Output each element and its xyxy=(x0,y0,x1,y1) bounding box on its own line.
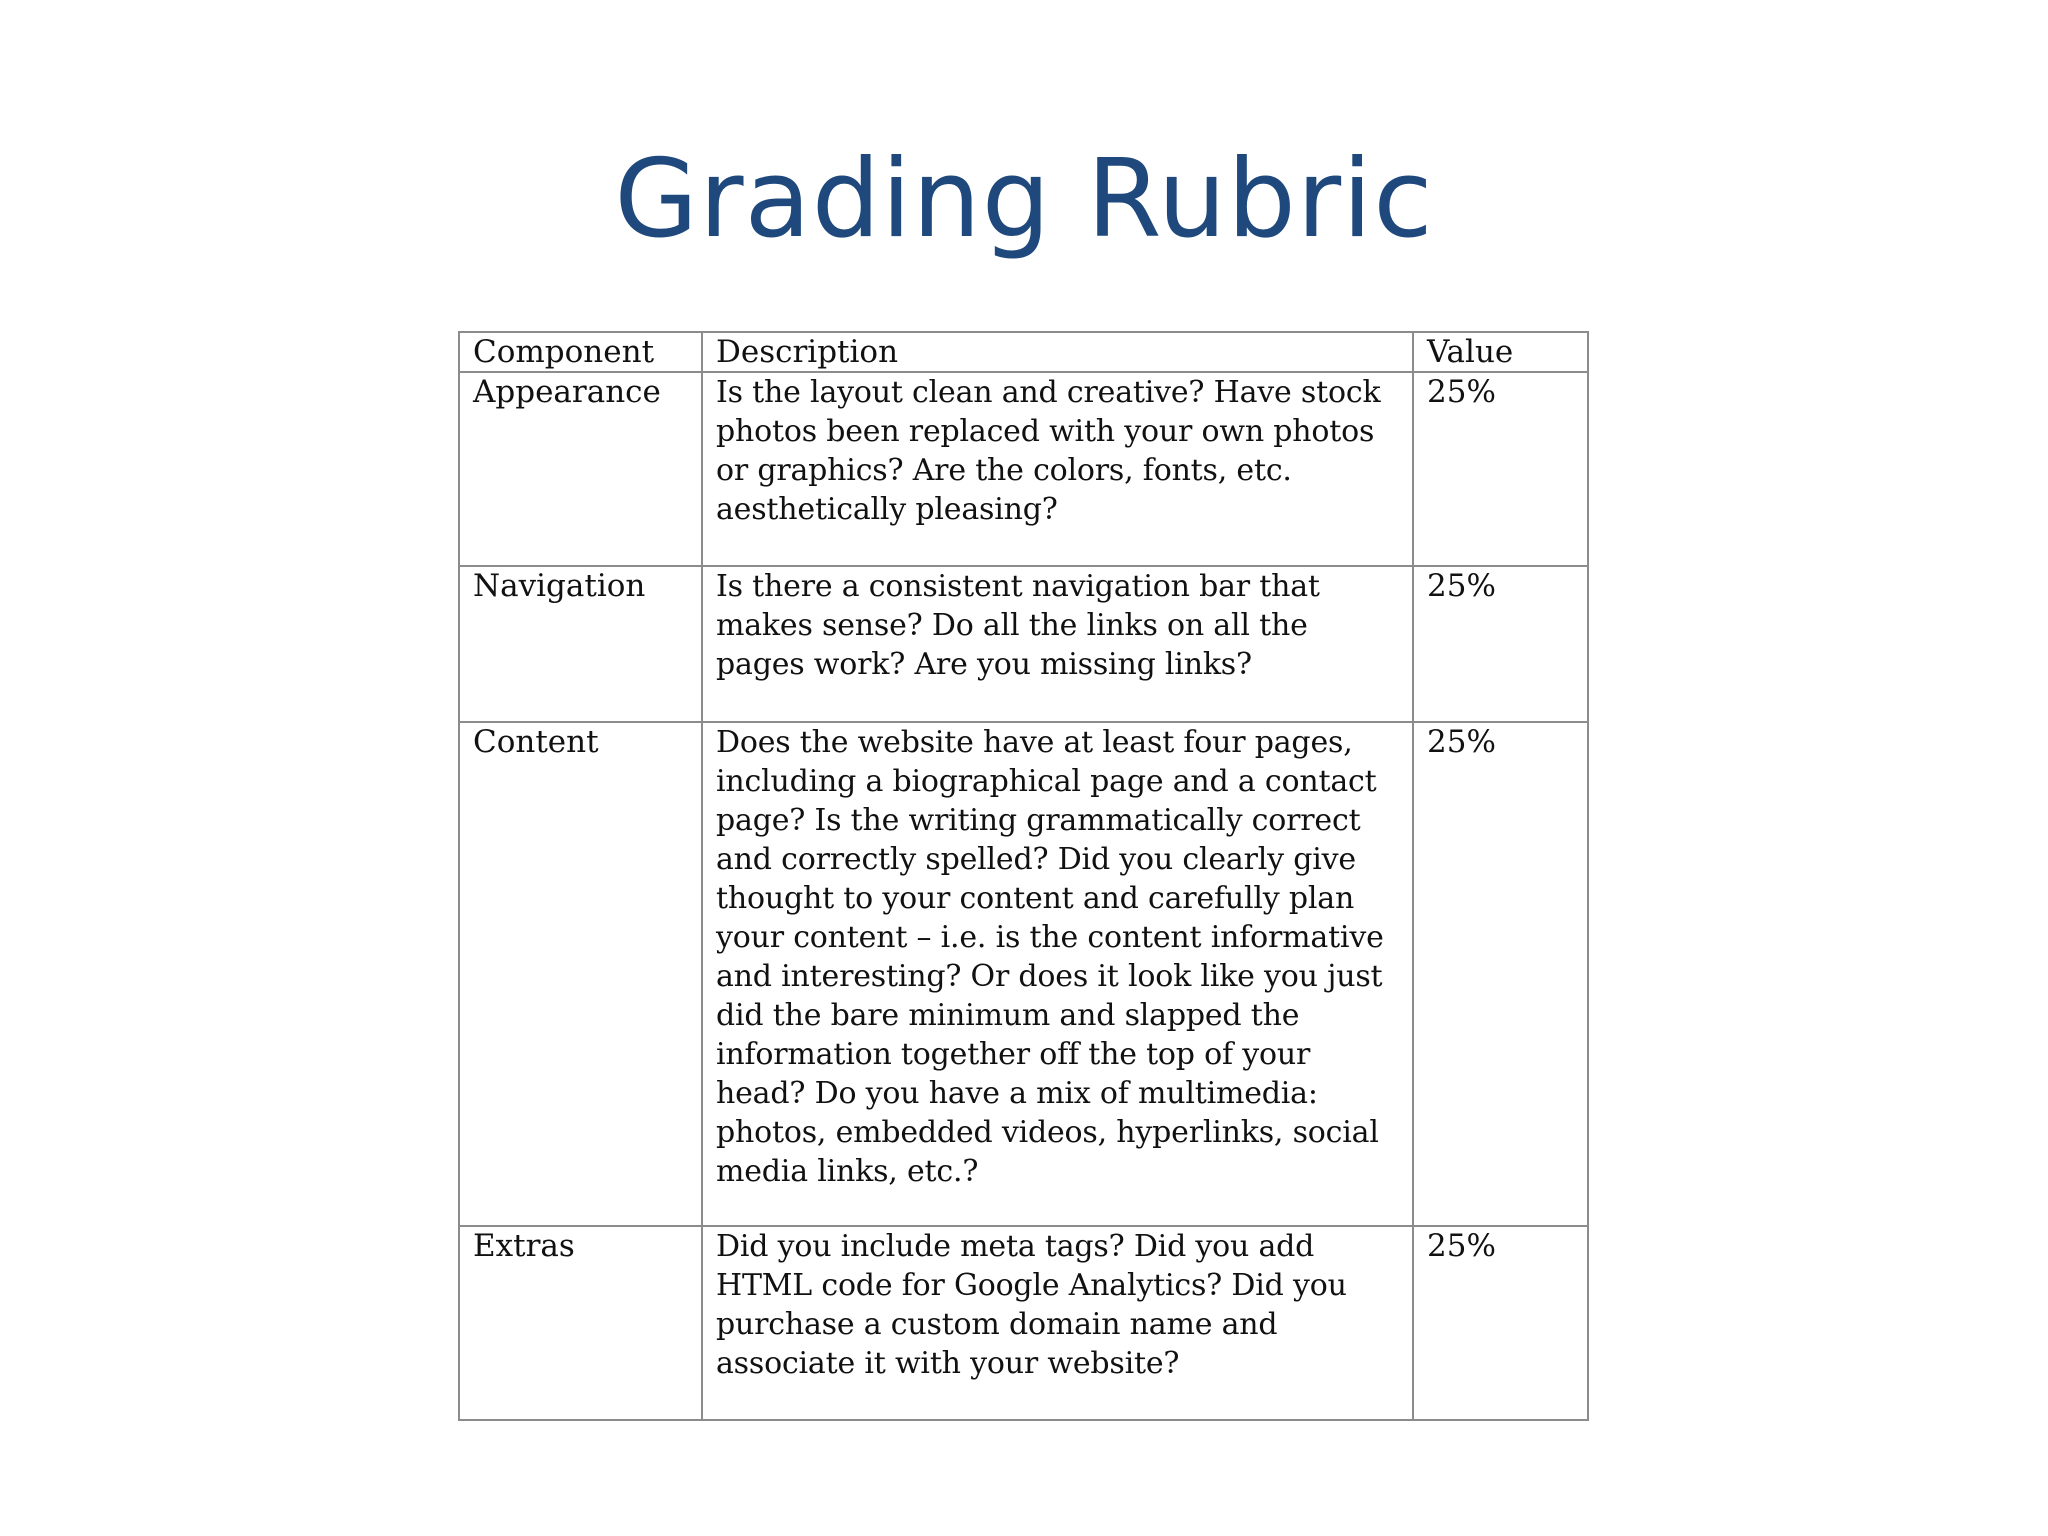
row-value: 25% xyxy=(1413,566,1588,722)
header-value: Value xyxy=(1413,332,1588,372)
row-component: Content xyxy=(459,722,702,1226)
row-description: Did you include meta tags? Did you add HTML code for Google Analytics? Did you purchase a custom domain name and associate it with your website? xyxy=(702,1226,1413,1420)
row-value: 25% xyxy=(1413,1226,1588,1420)
table-row-navigation xyxy=(459,566,1588,722)
grading-rubric-table xyxy=(458,331,1589,1421)
row-value: 25% xyxy=(1413,372,1588,566)
table-row-extras xyxy=(459,1226,1588,1420)
row-value: 25% xyxy=(1413,722,1588,1226)
table-header-row xyxy=(459,332,1588,372)
row-description: Is the layout clean and creative? Have stock photos been replaced with your own photos or graphics? Are the colors, fonts, etc. aesthetically pleasing? xyxy=(702,372,1413,566)
row-description: Does the website have at least four pages, including a biographical page and a contact page? Is the writing grammatically correct and correctly spelled? Did you clearly give thought to your content and carefully plan your content – i.e. is the content informative and interesting? Or does it look like you just did the bare minimum and slapped the information together off the top of your head? Do you have a mix of multimedia: photos, embedded videos, hyperlinks, social media links, etc.? xyxy=(702,722,1413,1226)
row-component: Extras xyxy=(459,1226,702,1420)
table-row-appearance xyxy=(459,372,1588,566)
header-component: Component xyxy=(459,332,702,372)
row-component: Navigation xyxy=(459,566,702,722)
header-description: Description xyxy=(702,332,1413,372)
table-row-content xyxy=(459,722,1588,1226)
row-component: Appearance xyxy=(459,372,702,566)
slide-title: Grading Rubric xyxy=(614,137,1434,262)
row-description: Is there a consistent navigation bar that makes sense? Do all the links on all the pages work? Are you missing links? xyxy=(702,566,1413,722)
